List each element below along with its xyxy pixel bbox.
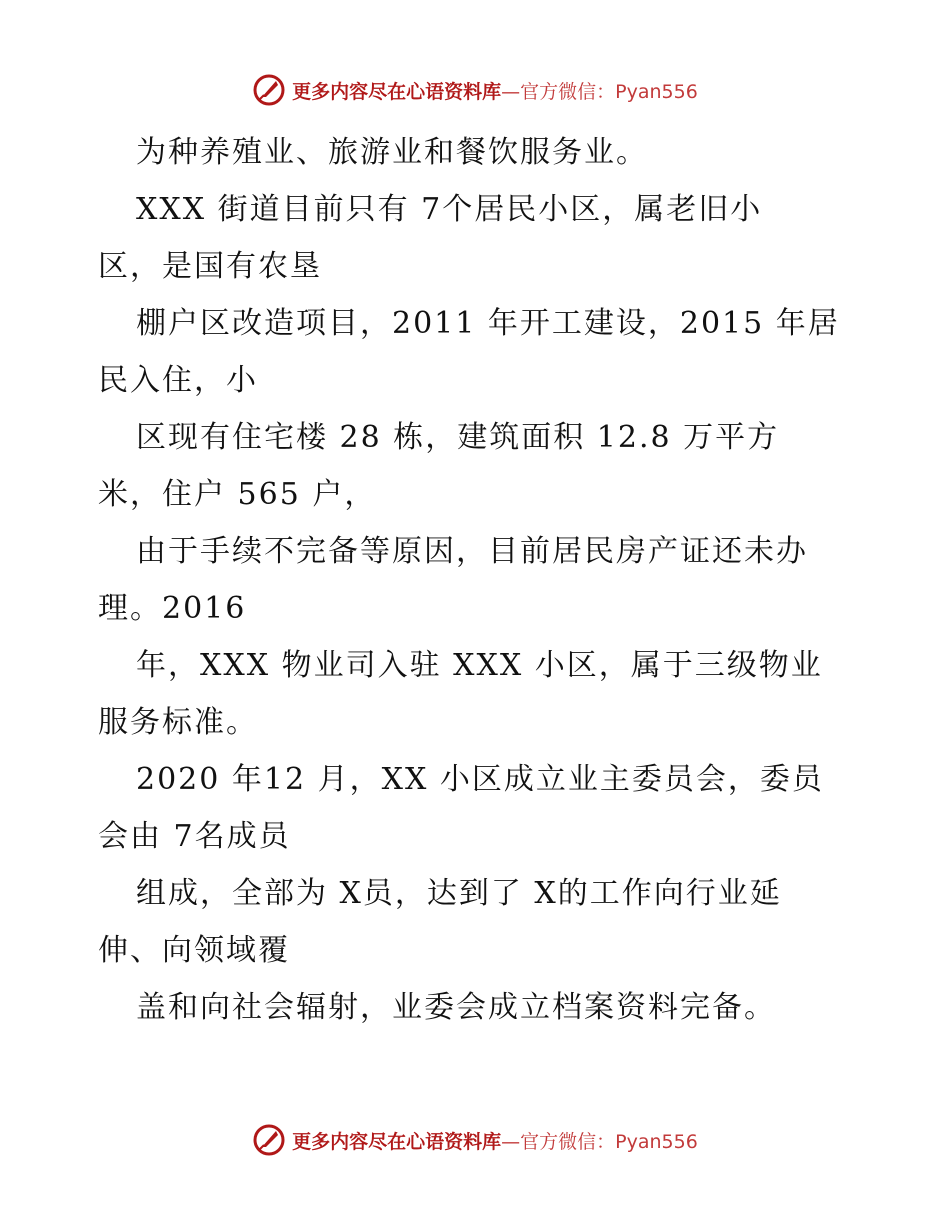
watermark-main-text: 更多内容尽在心语资料库 xyxy=(292,1130,502,1153)
quill-logo-icon xyxy=(252,73,286,107)
watermark-main-text: 更多内容尽在心语资料库 xyxy=(292,80,502,103)
paragraph-line: XXX 街道目前只有 7个居民小区，属老旧小 xyxy=(136,192,763,227)
paragraph-line: 年，XXX 物业司入驻 XXX 小区，属于三级物业 xyxy=(136,648,823,683)
paragraph xyxy=(98,409,858,523)
paragraph-line: 棚户区改造项目，2011 年开工建设，2015 年居 xyxy=(136,306,840,341)
paragraph xyxy=(98,295,858,409)
paragraph-line: 伸、向领域覆 xyxy=(98,933,290,968)
paragraph-line: 会由 7名成员 xyxy=(98,819,291,854)
paragraph-line: 组成，全部为 X员，达到了 X的工作向行业延 xyxy=(136,876,782,911)
watermark-wechat-text: 官方微信：Pyan556 xyxy=(520,80,698,103)
paragraph xyxy=(98,865,858,979)
paragraph xyxy=(98,124,858,181)
paragraph-line: 2020 年12 月，XX 小区成立业主委员会，委员 xyxy=(136,762,824,797)
header-watermark xyxy=(0,70,950,110)
paragraph-line: 盖和向社会辐射，业委会成立档案资料完备。 xyxy=(136,990,776,1025)
watermark-text xyxy=(292,77,698,104)
paragraph-line: 米，住户 565 户， xyxy=(98,477,377,512)
paragraph xyxy=(98,979,858,1036)
paragraph-line: 为种养殖业、旅游业和餐饮服务业。 xyxy=(136,135,648,170)
watermark-wechat-text: 官方微信：Pyan556 xyxy=(520,1130,698,1153)
paragraph xyxy=(98,637,858,751)
watermark-text xyxy=(292,1127,698,1154)
paragraph xyxy=(98,751,858,865)
paragraph-line: 区现有住宅楼 28 栋，建筑面积 12.8 万平方 xyxy=(136,420,780,455)
paragraph-line: 民入住，小 xyxy=(98,363,258,398)
paragraph xyxy=(98,181,858,295)
quill-logo-icon xyxy=(252,1123,286,1157)
watermark-dash: — xyxy=(501,80,521,103)
paragraph-line: 理。2016 xyxy=(98,591,247,626)
paragraph-line: 由于手续不完备等原因，目前居民房产证还未办 xyxy=(136,534,808,569)
paragraph xyxy=(98,523,858,637)
watermark-dash: — xyxy=(501,1130,521,1153)
document-body xyxy=(98,124,858,1036)
footer-watermark xyxy=(0,1120,950,1160)
paragraph-line: 服务标准。 xyxy=(98,705,258,740)
paragraph-line: 区，是国有农垦 xyxy=(98,249,322,284)
